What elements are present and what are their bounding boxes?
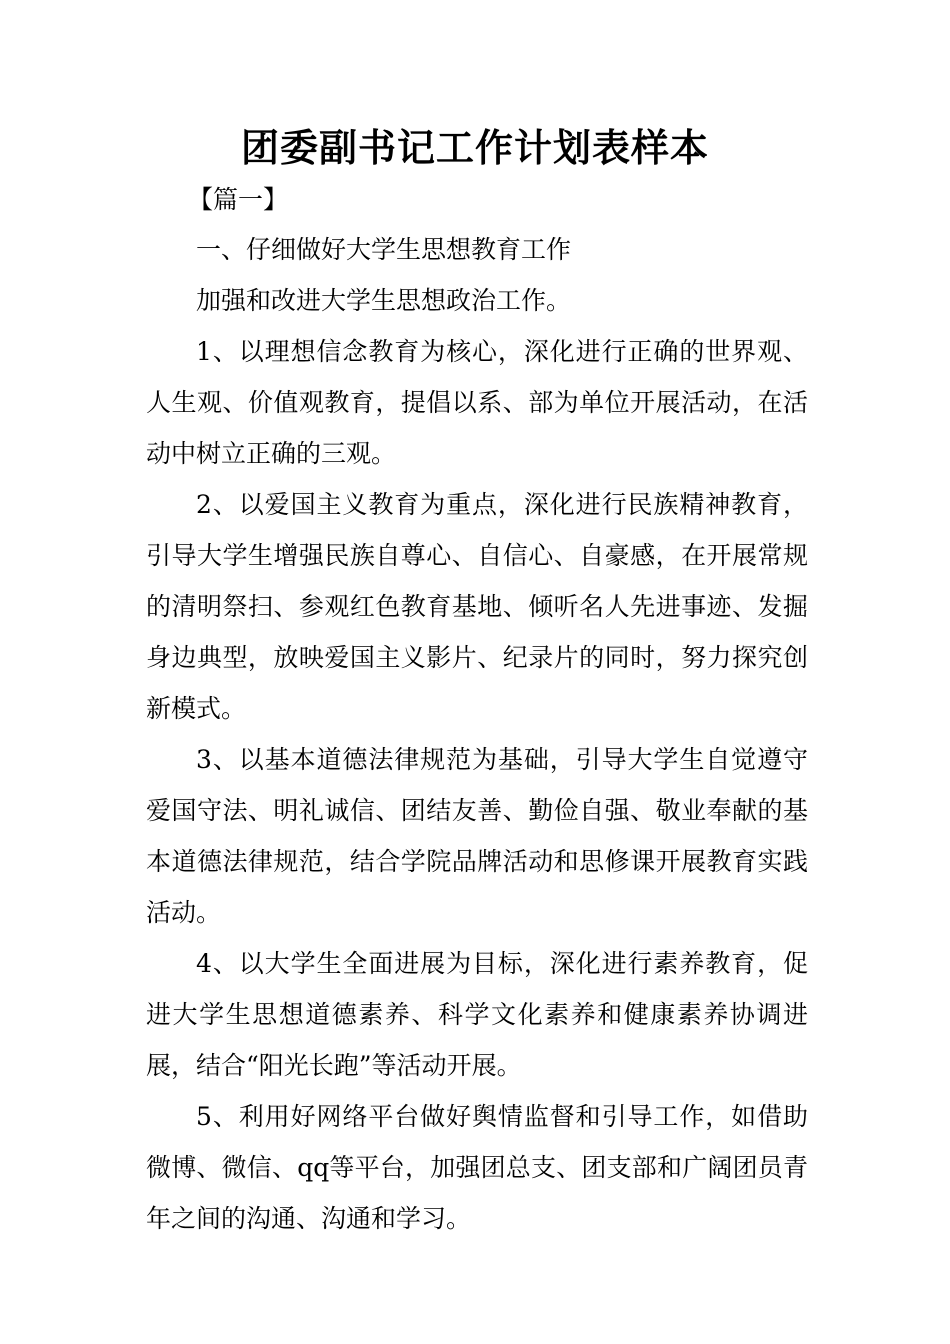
- item-3-paragraph: 3、以基本道德法律规范为基础，引导大学生自觉遵守爱国守法、明礼诚信、团结友善、勤俭自强、敬业奉献的基本道德法律规范，结合学院品牌活动和思修课开展教育实践活动。: [146, 745, 808, 927]
- item-2-paragraph: 2、以爱国主义教育为重点，深化进行民族精神教育，引导大学生增强民族自尊心、自信心、自豪感，在开展常规的清明祭扫、参观红色教育基地、倾听名人先进事迹、发掘身边典型，放映爱国主义影片、纪录片的同时，努力探究创新模式。: [146, 490, 808, 723]
- intro-paragraph: 加强和改进大学生思想政治工作。: [196, 286, 572, 315]
- document-title: 团委副书记工作计划表样本: [240, 125, 709, 170]
- item-5-paragraph: 5、利用好网络平台做好舆情监督和引导工作，如借助微博、微信、qq等平台，加强团总支、团支部和广阔团员青年之间的沟通、沟通和学习。: [146, 1102, 808, 1233]
- document-body: [146, 224, 808, 1244]
- section-label: 【篇一】: [188, 185, 289, 214]
- item-4-paragraph: 4、以大学生全面进展为目标，深化进行素养教育，促进大学生思想道德素养、科学文化素养和健康素养协调进展，结合“阳光长跑”等活动开展。: [146, 949, 808, 1080]
- item-1-paragraph: 1、以理想信念教育为核心，深化进行正确的世界观、人生观、价值观教育，提倡以系、部为单位开展活动，在活动中树立正确的三观。: [146, 337, 808, 468]
- heading-paragraph: 一、仔细做好大学生思想教育工作: [196, 235, 572, 264]
